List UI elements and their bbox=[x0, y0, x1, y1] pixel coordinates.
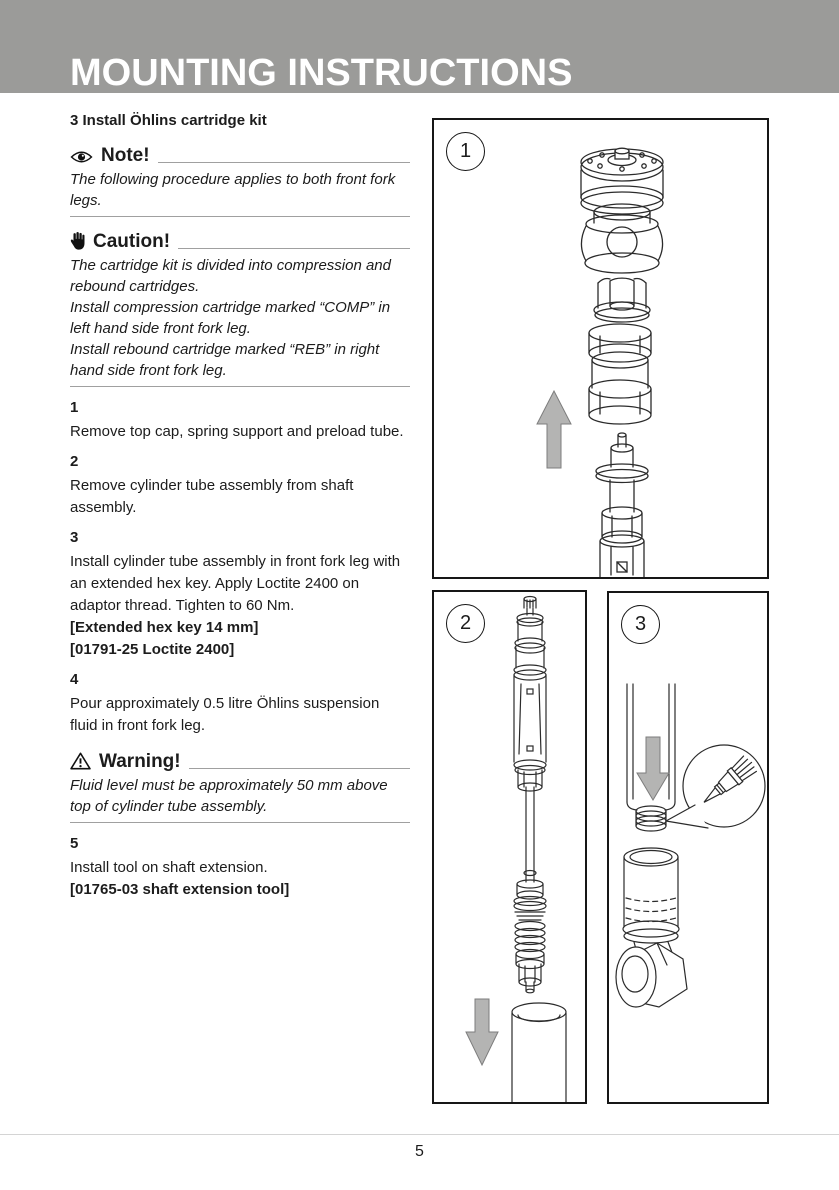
figure-1-drawing bbox=[434, 120, 767, 577]
eye-icon bbox=[70, 150, 93, 167]
note-body bbox=[70, 169, 410, 211]
step-number: 4 bbox=[70, 671, 79, 688]
step-3 bbox=[70, 529, 410, 661]
warning-triangle-icon bbox=[70, 752, 91, 773]
note-body-text: The following procedure applies to both front fork legs. bbox=[70, 171, 396, 209]
warning-heading bbox=[70, 749, 410, 773]
figure-2-box bbox=[432, 590, 587, 1104]
fork-leg-drawing bbox=[616, 848, 687, 1007]
spring-support-drawing bbox=[594, 278, 650, 322]
step-text: Pour approximately 0.5 litre Öhlins suspension fluid in front fork leg. bbox=[70, 695, 380, 734]
top-cap-drawing bbox=[581, 148, 663, 273]
hand-icon bbox=[70, 232, 85, 253]
figure-3-drawing bbox=[609, 593, 767, 1102]
warning-title: Warning! bbox=[99, 751, 181, 772]
figure-1-box bbox=[432, 118, 769, 579]
warning-bottom-rule bbox=[70, 822, 410, 823]
caution-body-text: Install rebound cartridge marked “REB” in right hand side front fork leg. bbox=[70, 341, 380, 379]
tool-reference: [Extended hex key 14 mm] bbox=[70, 619, 259, 636]
warning-body-text: Fluid level must be approximately 50 mm above top of cylinder tube assembly. bbox=[70, 777, 388, 815]
note-bottom-rule bbox=[70, 216, 410, 217]
tool-reference: [01791-25 Loctite 2400] bbox=[70, 641, 235, 658]
step-5 bbox=[70, 835, 410, 901]
fork-tube-drawing bbox=[512, 1003, 566, 1102]
shaft-assembly-drawing bbox=[596, 433, 648, 577]
cartridge-drawing bbox=[514, 597, 546, 993]
step-number: 5 bbox=[70, 835, 79, 852]
caution-body bbox=[70, 255, 410, 381]
up-arrow-icon bbox=[537, 391, 571, 468]
caution-heading-rule bbox=[178, 248, 410, 249]
page-title: MOUNTING INSTRUCTIONS bbox=[70, 52, 573, 94]
page-number: 5 bbox=[415, 1143, 424, 1160]
step-number: 2 bbox=[70, 453, 79, 470]
step-4 bbox=[70, 671, 410, 737]
step-2 bbox=[70, 453, 410, 519]
figure-3-label: 3 bbox=[621, 605, 660, 644]
warning-section bbox=[70, 749, 410, 823]
step-number: 1 bbox=[70, 399, 79, 416]
tool-reference: [01765-03 shaft extension tool] bbox=[70, 881, 290, 898]
header-bar bbox=[0, 0, 839, 93]
step-text: Install tool on shaft extension. bbox=[70, 859, 268, 876]
warning-body bbox=[70, 775, 410, 817]
step-text: Remove cylinder tube assembly from shaft assembly. bbox=[70, 477, 354, 516]
loctite-inset bbox=[666, 745, 765, 828]
down-arrow-icon bbox=[466, 999, 498, 1065]
note-section bbox=[70, 143, 410, 217]
step-number: 3 bbox=[70, 529, 79, 546]
instructions-column bbox=[70, 112, 410, 901]
footer-rule bbox=[0, 1134, 839, 1135]
preload-tube-drawing bbox=[589, 324, 651, 424]
caution-body-text: Install compression cartridge marked “COMP” in left hand side front fork leg. bbox=[70, 299, 391, 337]
caution-body-text: The cartridge kit is divided into compression and rebound cartridges. bbox=[70, 257, 391, 295]
figure-3-box bbox=[607, 591, 769, 1104]
caution-section bbox=[70, 229, 410, 387]
caution-title: Caution! bbox=[93, 231, 171, 252]
step-1 bbox=[70, 399, 410, 443]
note-heading-rule bbox=[158, 162, 410, 163]
caution-bottom-rule bbox=[70, 386, 410, 387]
figure-2-label: 2 bbox=[446, 604, 485, 643]
note-title: Note! bbox=[101, 145, 150, 166]
section-title: 3 Install Öhlins cartridge kit bbox=[70, 112, 267, 129]
figure-1-label: 1 bbox=[446, 132, 485, 171]
caution-heading bbox=[70, 229, 410, 253]
step-text: Remove top cap, spring support and preload tube. bbox=[70, 423, 404, 440]
figure-2-drawing bbox=[434, 592, 585, 1102]
step-text: Install cylinder tube assembly in front fork leg with an extended hex key. Apply Loctite 2400 on adaptor thread. Tighten to 60 Nm. bbox=[70, 553, 401, 614]
warning-heading-rule bbox=[189, 768, 410, 769]
note-heading bbox=[70, 143, 410, 167]
down-arrow-icon bbox=[637, 737, 669, 800]
